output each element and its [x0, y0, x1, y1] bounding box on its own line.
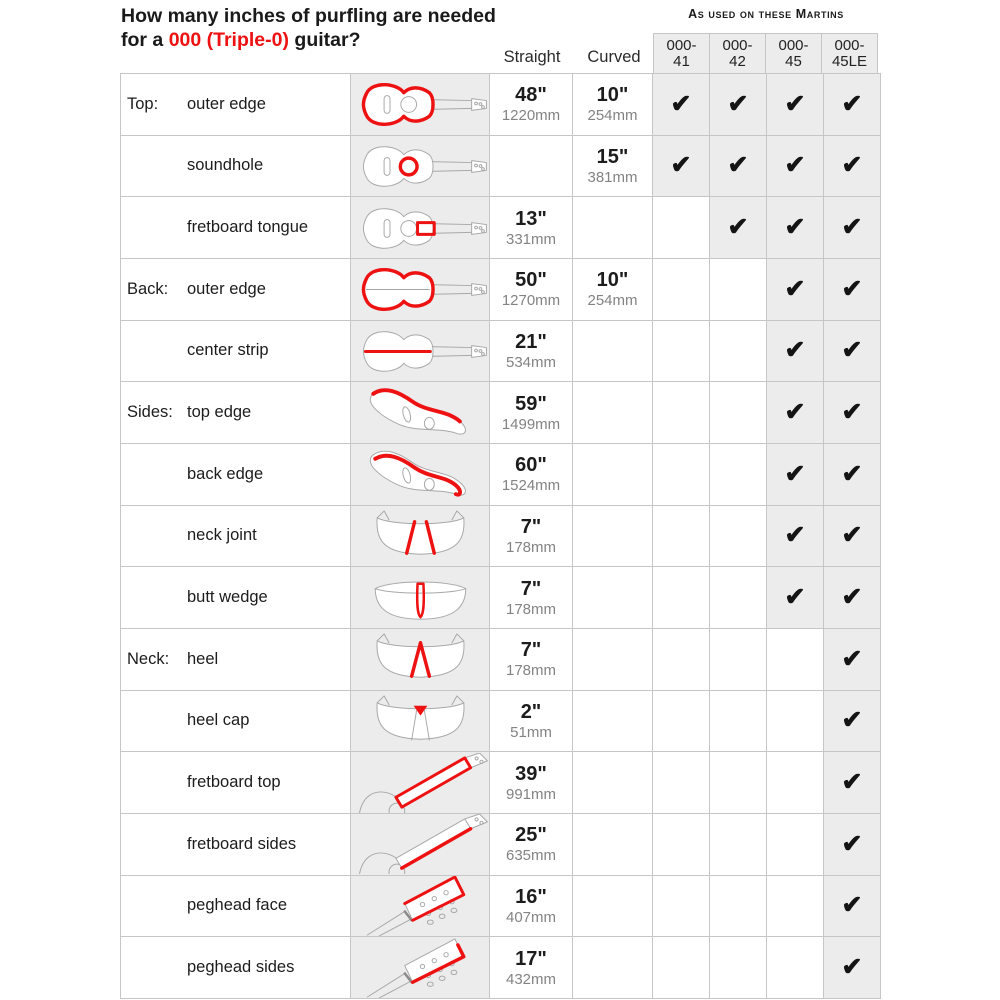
- illustration-cell: [351, 444, 490, 506]
- table-row: [121, 937, 881, 999]
- straight-value-cell: [490, 74, 573, 136]
- mm-value: 178mm: [505, 600, 557, 618]
- mm-value: 1220mm: [501, 107, 561, 125]
- row-label-cell: [121, 74, 351, 136]
- peghead-face-illustration: [351, 876, 489, 936]
- check-cell-000-45: [767, 74, 824, 136]
- illustration-cell: [351, 136, 490, 198]
- part-name: fretboard sides: [187, 834, 297, 853]
- check-icon: ✔: [784, 583, 806, 612]
- check-cell-000-41: [653, 506, 710, 568]
- mm-value: 254mm: [587, 107, 638, 125]
- check-cell-000-45LE: [824, 74, 881, 136]
- model-header-line1: 000-: [834, 37, 865, 54]
- straight-value-cell: [490, 506, 573, 568]
- illustration-cell: [351, 321, 490, 383]
- curved-value-cell: [573, 382, 653, 444]
- part-name: top edge: [187, 403, 252, 422]
- inches-value: 60": [515, 454, 547, 477]
- table-row: [121, 321, 881, 383]
- check-cell-000-45LE: [824, 629, 881, 691]
- section-prefix: Top:: [127, 94, 159, 113]
- check-cell-000-45: [767, 506, 824, 568]
- curved-value-cell: [573, 444, 653, 506]
- check-cell-000-42: [710, 752, 767, 814]
- check-cell-000-45: [767, 876, 824, 938]
- mm-value: 178mm: [505, 538, 557, 556]
- model-header-000-41: [653, 33, 710, 73]
- check-cell-000-41: [653, 382, 710, 444]
- mm-value: 51mm: [510, 723, 552, 741]
- part-name: fretboard tongue: [187, 218, 309, 237]
- side-back-edge-illustration: [351, 444, 489, 504]
- inches-value: 7": [520, 639, 542, 662]
- inches-value: 59": [515, 392, 547, 415]
- check-cell-000-45: [767, 197, 824, 259]
- check-cell-000-42: [710, 567, 767, 629]
- straight-value-cell: [490, 691, 573, 753]
- check-cell-000-42: [710, 382, 767, 444]
- mm-value: 1524mm: [501, 477, 561, 495]
- check-cell-000-45: [767, 567, 824, 629]
- row-label-cell: [121, 506, 351, 568]
- check-cell-000-45: [767, 814, 824, 876]
- check-cell-000-45: [767, 444, 824, 506]
- part-name: heel cap: [187, 711, 250, 730]
- check-icon: ✔: [841, 706, 863, 735]
- section-prefix: Neck:: [127, 649, 170, 668]
- check-cell-000-41: [653, 444, 710, 506]
- straight-value-cell: [490, 197, 573, 259]
- check-cell-000-42: [710, 321, 767, 383]
- check-icon: ✔: [841, 521, 863, 550]
- illustration-cell: [351, 506, 490, 568]
- inches-value: 13": [515, 207, 547, 230]
- row-label-cell: [121, 567, 351, 629]
- check-icon: ✔: [784, 213, 806, 242]
- mm-value: 178mm: [505, 662, 557, 680]
- check-icon: ✔: [784, 459, 806, 488]
- mm-value: 1270mm: [501, 292, 561, 310]
- section-prefix: Sides:: [127, 403, 173, 422]
- mm-value: 991mm: [505, 785, 557, 803]
- side-top-edge-illustration: [351, 383, 489, 443]
- straight-value-cell: [490, 937, 573, 999]
- illustration-cell: [351, 691, 490, 753]
- mm-value: 432mm: [505, 970, 557, 988]
- section-prefix: Back:: [127, 279, 169, 298]
- model-header-line2: 45: [785, 53, 802, 70]
- curved-value-cell: [573, 567, 653, 629]
- fretboard-sides-illustration: [351, 814, 489, 874]
- straight-value-cell: [490, 876, 573, 938]
- model-header-line2: 41: [673, 53, 690, 70]
- check-cell-000-42: [710, 691, 767, 753]
- part-name: outer edge: [187, 94, 266, 113]
- inches-value: 7": [520, 515, 542, 538]
- row-label-cell: [121, 444, 351, 506]
- check-icon: ✔: [841, 953, 863, 982]
- check-icon: ✔: [727, 89, 749, 118]
- fretboard-top-illustration: [351, 753, 489, 813]
- inches-value: 39": [515, 762, 547, 785]
- check-cell-000-45LE: [824, 876, 881, 938]
- check-cell-000-45: [767, 382, 824, 444]
- check-cell-000-45LE: [824, 691, 881, 753]
- inches-value: 17": [515, 947, 547, 970]
- table-row: [121, 259, 881, 321]
- curved-value-cell: [573, 629, 653, 691]
- part-name: soundhole: [187, 156, 264, 175]
- check-cell-000-42: [710, 197, 767, 259]
- table-row: [121, 629, 881, 691]
- part-name: neck joint: [187, 526, 257, 545]
- check-cell-000-42: [710, 506, 767, 568]
- soundhole-illustration: [351, 136, 489, 196]
- part-name: heel: [187, 649, 219, 668]
- check-cell-000-41: [653, 876, 710, 938]
- butt-wedge-illustration: [351, 568, 489, 628]
- straight-value-cell: [490, 136, 573, 198]
- check-icon: ✔: [784, 89, 806, 118]
- center-strip-illustration: [351, 321, 489, 381]
- table-row: [121, 752, 881, 814]
- check-cell-000-41: [653, 567, 710, 629]
- page-title: [121, 4, 496, 52]
- inches-value: 48": [515, 84, 547, 107]
- column-header-straight: Straight: [503, 48, 561, 66]
- check-cell-000-42: [710, 937, 767, 999]
- check-cell-000-45LE: [824, 814, 881, 876]
- check-cell-000-42: [710, 629, 767, 691]
- check-icon: ✔: [841, 151, 863, 180]
- check-icon: ✔: [841, 213, 863, 242]
- part-name: back edge: [187, 464, 264, 483]
- inches-value: 50": [515, 269, 547, 292]
- title-line2: for a 000 (Triple-0) guitar?: [121, 29, 361, 51]
- table-row: [121, 382, 881, 444]
- check-cell-000-45: [767, 259, 824, 321]
- title-model-highlight: 000 (Triple-0): [168, 29, 289, 51]
- illustration-cell: [351, 567, 490, 629]
- row-label-cell: [121, 259, 351, 321]
- row-label-cell: [121, 382, 351, 444]
- curved-value-cell: [573, 937, 653, 999]
- illustration-cell: [351, 937, 490, 999]
- check-icon: ✔: [841, 644, 863, 673]
- curved-value-cell: [573, 814, 653, 876]
- check-cell-000-42: [710, 136, 767, 198]
- row-label-cell: [121, 136, 351, 198]
- check-cell-000-41: [653, 74, 710, 136]
- illustration-cell: [351, 752, 490, 814]
- check-cell-000-45: [767, 321, 824, 383]
- check-cell-000-45LE: [824, 197, 881, 259]
- mm-value: 254mm: [587, 292, 638, 310]
- neck-joint-illustration: [351, 506, 489, 566]
- straight-value-cell: [490, 752, 573, 814]
- model-header-line1: 000-: [666, 37, 697, 54]
- inches-value: 7": [520, 577, 542, 600]
- check-icon: ✔: [670, 89, 692, 118]
- check-cell-000-42: [710, 74, 767, 136]
- row-label-cell: [121, 629, 351, 691]
- check-cell-000-45LE: [824, 567, 881, 629]
- check-icon: ✔: [841, 89, 863, 118]
- top-outer-edge-illustration: [351, 74, 489, 134]
- inches-value: 2": [520, 700, 542, 723]
- curved-value-cell: [573, 876, 653, 938]
- check-icon: ✔: [841, 768, 863, 797]
- row-label-cell: [121, 321, 351, 383]
- check-icon: ✔: [841, 891, 863, 920]
- row-label-cell: [121, 937, 351, 999]
- check-cell-000-41: [653, 321, 710, 383]
- check-icon: ✔: [670, 151, 692, 180]
- row-label-cell: [121, 752, 351, 814]
- curved-value-cell: [573, 691, 653, 753]
- check-cell-000-45LE: [824, 444, 881, 506]
- check-icon: ✔: [784, 521, 806, 550]
- table-row: [121, 136, 881, 198]
- part-name: butt wedge: [187, 588, 268, 607]
- table-row: [121, 567, 881, 629]
- check-cell-000-41: [653, 197, 710, 259]
- model-header-line1: 000-: [778, 37, 809, 54]
- check-cell-000-41: [653, 136, 710, 198]
- check-cell-000-45LE: [824, 937, 881, 999]
- check-cell-000-41: [653, 814, 710, 876]
- check-cell-000-45LE: [824, 382, 881, 444]
- martins-caption: As used on these Martins: [688, 7, 844, 21]
- check-cell-000-45: [767, 629, 824, 691]
- curved-value-cell: [573, 197, 653, 259]
- straight-value-cell: [490, 259, 573, 321]
- heel-illustration: [351, 629, 489, 689]
- check-icon: ✔: [727, 213, 749, 242]
- model-headers: [653, 33, 878, 73]
- check-cell-000-45LE: [824, 506, 881, 568]
- model-header-line1: 000-: [722, 37, 753, 54]
- table-row: [121, 197, 881, 259]
- check-cell-000-45: [767, 691, 824, 753]
- illustration-cell: [351, 814, 490, 876]
- row-label-cell: [121, 197, 351, 259]
- part-name: outer edge: [187, 279, 266, 298]
- table-row: [121, 691, 881, 753]
- check-cell-000-45LE: [824, 136, 881, 198]
- curved-value-cell: [573, 136, 653, 198]
- check-cell-000-45: [767, 752, 824, 814]
- check-cell-000-42: [710, 814, 767, 876]
- fretboard-tongue-illustration: [351, 198, 489, 258]
- check-icon: ✔: [841, 583, 863, 612]
- check-cell-000-45: [767, 937, 824, 999]
- check-cell-000-41: [653, 937, 710, 999]
- part-name: peghead face: [187, 896, 288, 915]
- illustration-cell: [351, 382, 490, 444]
- mm-value: 381mm: [587, 168, 638, 186]
- check-icon: ✔: [784, 151, 806, 180]
- check-icon: ✔: [841, 274, 863, 303]
- inches-value: 10": [596, 84, 629, 107]
- part-name: center strip: [187, 341, 269, 360]
- back-outer-edge-illustration: [351, 259, 489, 319]
- mm-value: 1499mm: [501, 415, 561, 433]
- check-cell-000-41: [653, 629, 710, 691]
- check-icon: ✔: [841, 398, 863, 427]
- check-icon: ✔: [784, 274, 806, 303]
- illustration-cell: [351, 629, 490, 691]
- check-icon: ✔: [841, 829, 863, 858]
- table-row: [121, 814, 881, 876]
- mm-value: 331mm: [505, 230, 557, 248]
- check-icon: ✔: [841, 459, 863, 488]
- straight-value-cell: [490, 382, 573, 444]
- illustration-cell: [351, 876, 490, 938]
- table-row: [121, 876, 881, 938]
- check-cell-000-45LE: [824, 259, 881, 321]
- model-header-line2: 45LE: [831, 53, 868, 70]
- straight-value-cell: [490, 814, 573, 876]
- check-cell-000-42: [710, 259, 767, 321]
- table-row: [121, 506, 881, 568]
- mm-value: 407mm: [505, 908, 557, 926]
- illustration-cell: [351, 259, 490, 321]
- inches-value: 25": [515, 824, 547, 847]
- check-icon: ✔: [841, 336, 863, 365]
- check-cell-000-41: [653, 691, 710, 753]
- straight-value-cell: [490, 444, 573, 506]
- row-label-cell: [121, 814, 351, 876]
- mm-value: 635mm: [505, 847, 557, 865]
- curved-value-cell: [573, 74, 653, 136]
- check-icon: ✔: [727, 151, 749, 180]
- peghead-sides-illustration: [351, 938, 489, 998]
- inches-value: 16": [515, 885, 547, 908]
- heel-cap-illustration: [351, 691, 489, 751]
- part-name: fretboard top: [187, 773, 281, 792]
- check-cell-000-45: [767, 136, 824, 198]
- check-cell-000-41: [653, 752, 710, 814]
- table-row: [121, 444, 881, 506]
- check-cell-000-45LE: [824, 752, 881, 814]
- check-cell-000-41: [653, 259, 710, 321]
- inches-value: 21": [515, 330, 547, 353]
- check-cell-000-42: [710, 444, 767, 506]
- straight-value-cell: [490, 567, 573, 629]
- curved-value-cell: [573, 321, 653, 383]
- curved-value-cell: [573, 259, 653, 321]
- inches-value: 15": [596, 145, 629, 168]
- illustration-cell: [351, 74, 490, 136]
- check-cell-000-45LE: [824, 321, 881, 383]
- curved-value-cell: [573, 752, 653, 814]
- purfling-table: [120, 73, 881, 999]
- mm-value: 534mm: [505, 353, 557, 371]
- check-icon: ✔: [784, 398, 806, 427]
- inches-value: 10": [596, 269, 629, 292]
- column-header-curved: Curved: [587, 48, 641, 66]
- straight-value-cell: [490, 321, 573, 383]
- curved-value-cell: [573, 506, 653, 568]
- check-cell-000-42: [710, 876, 767, 938]
- model-header-line2: 42: [729, 53, 746, 70]
- model-header-000-45LE: [821, 33, 878, 73]
- table-row: [121, 74, 881, 136]
- part-name: peghead sides: [187, 958, 295, 977]
- row-label-cell: [121, 691, 351, 753]
- check-icon: ✔: [784, 336, 806, 365]
- straight-value-cell: [490, 629, 573, 691]
- title-line1: How many inches of purfling are needed: [121, 5, 496, 27]
- illustration-cell: [351, 197, 490, 259]
- model-header-000-42: [709, 33, 766, 73]
- row-label-cell: [121, 876, 351, 938]
- model-header-000-45: [765, 33, 822, 73]
